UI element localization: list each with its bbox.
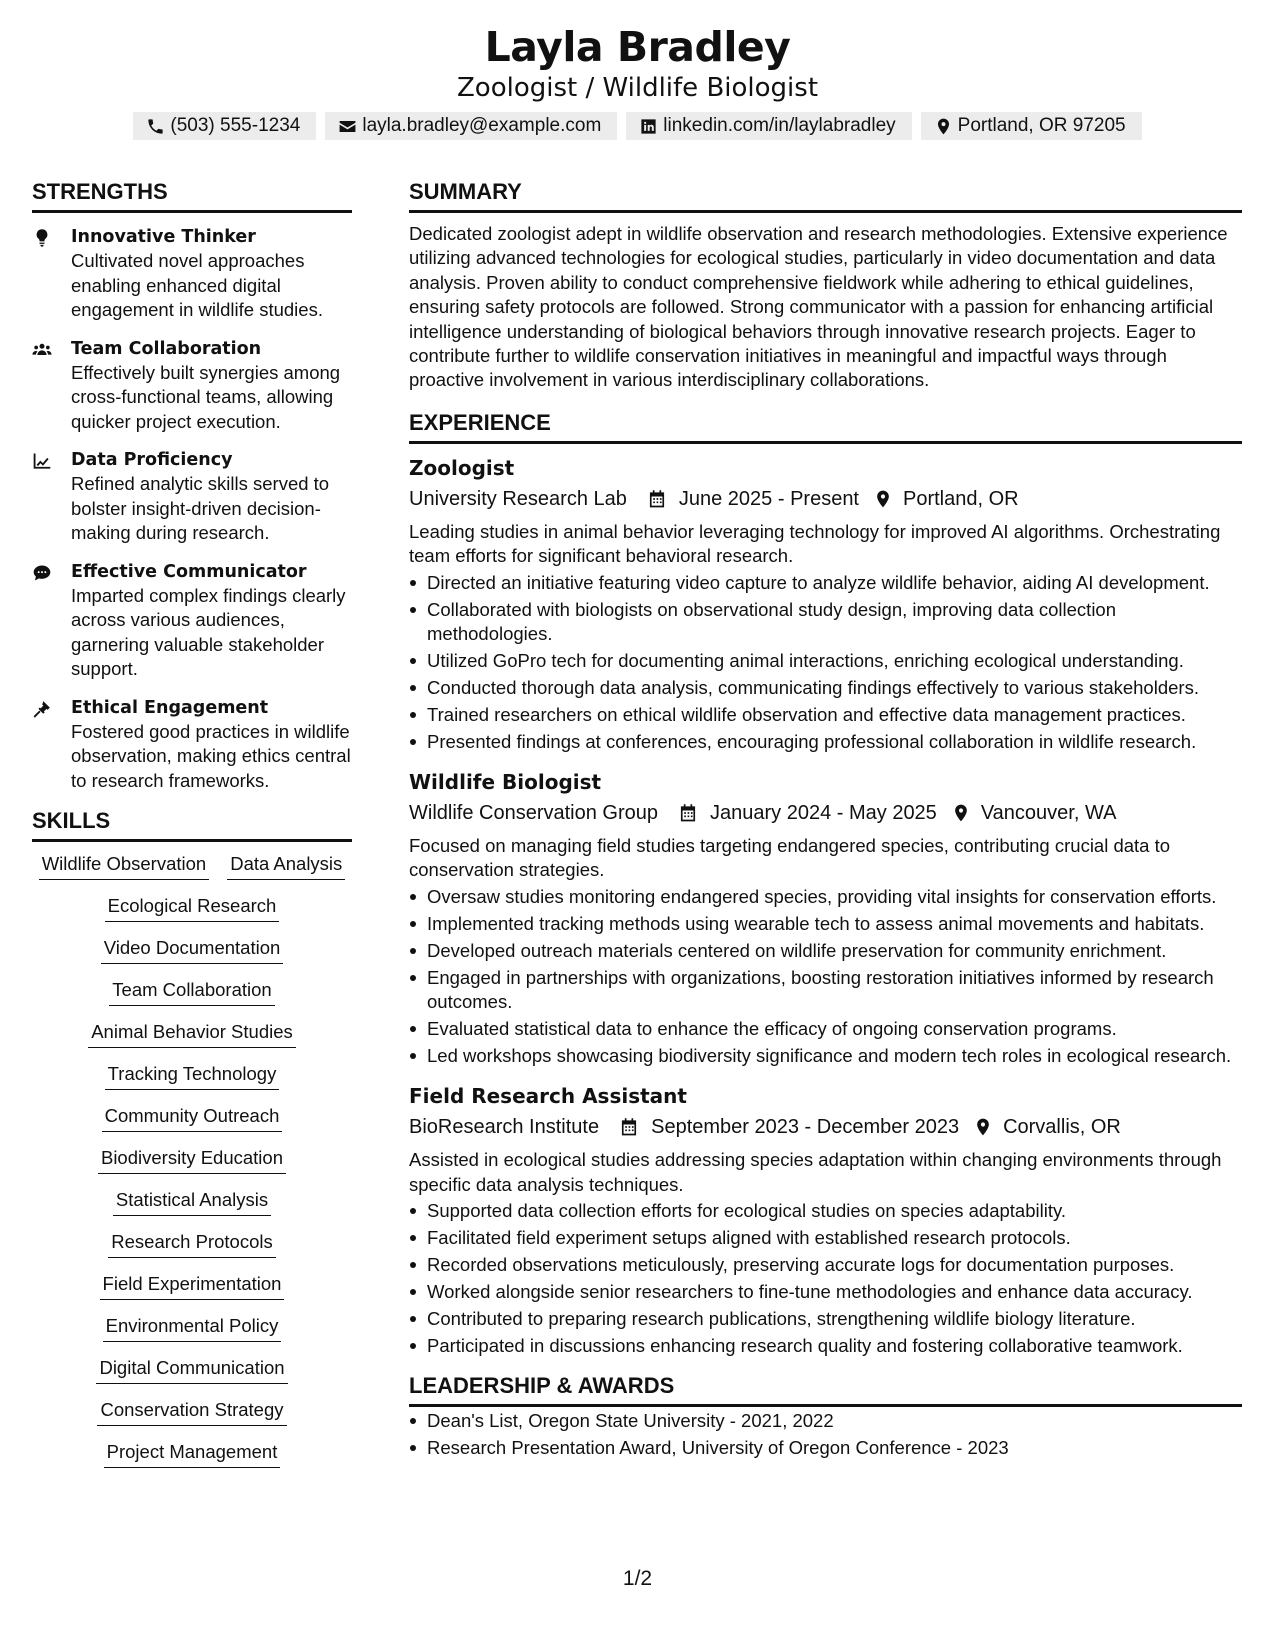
location-pin-icon — [934, 117, 953, 136]
job-company: BioResearch Institute — [409, 1116, 600, 1139]
list-item: Engaged in partnerships with organizations, boosting restoration initiatives informed by research outcomes. — [409, 966, 1242, 1015]
users-icon — [32, 340, 52, 360]
strength-description: Cultivated novel approaches enabling enhanced digital engagement in wildlife studies. — [71, 250, 323, 320]
job-bullets — [409, 885, 1242, 1068]
list-item: Participated in discussions enhancing research quality and fostering collaborative teamwork. — [409, 1334, 1242, 1358]
contact-location — [921, 112, 1142, 140]
skill-tag: Data Analysis — [227, 852, 345, 880]
job-company: University Research Lab — [409, 487, 627, 510]
experience-heading: EXPERIENCE — [409, 409, 1242, 444]
list-item: Oversaw studies monitoring endangered species, providing vital insights for conservation efforts. — [409, 885, 1242, 909]
contact-location-text: Portland, OR 97205 — [957, 115, 1126, 136]
skill-tag: Conservation Strategy — [97, 1398, 286, 1426]
strength-item — [32, 696, 352, 794]
skill-tag: Ecological Research — [105, 894, 280, 922]
strength-item — [32, 560, 352, 682]
strengths-list — [32, 225, 352, 793]
skill-tag: Field Experimentation — [100, 1272, 285, 1300]
envelope-icon — [338, 117, 357, 136]
strength-title: Innovative Thinker — [71, 227, 256, 247]
job-description: Leading studies in animal behavior leveraging technology for improved AI algorithms. Orchestrating team efforts for significant behavioral research. — [409, 520, 1221, 567]
list-item: Recorded observations meticulously, preserving accurate logs for documentation purposes. — [409, 1253, 1242, 1277]
contact-linkedin[interactable] — [626, 112, 911, 140]
skill-tag: Tracking Technology — [105, 1062, 280, 1090]
calendar-icon — [647, 489, 667, 509]
skill-tag: Environmental Policy — [103, 1314, 282, 1342]
strength-title: Team Collaboration — [71, 338, 262, 359]
list-item: Developed outreach materials centered on wildlife preservation for community enrichment. — [409, 939, 1242, 963]
leadership-heading: LEADERSHIP & AWARDS — [409, 1372, 1242, 1407]
skill-tag: Video Documentation — [101, 936, 284, 964]
location-pin-icon — [973, 1117, 993, 1137]
skill-tag: Community Outreach — [102, 1104, 283, 1132]
right-column — [409, 178, 1242, 1463]
skill-tag: Biodiversity Education — [98, 1146, 286, 1174]
resume-header — [0, 22, 1275, 140]
chart-line-icon — [32, 451, 52, 471]
left-column — [32, 178, 352, 1468]
job-meta — [409, 798, 1242, 828]
summary-heading: SUMMARY — [409, 178, 1242, 213]
skills-heading: SKILLS — [32, 807, 352, 842]
list-item: Presented findings at conferences, encouraging professional collaboration in wildlife research. — [409, 730, 1242, 754]
strength-description: Imparted complex findings clearly across various audiences, garnering valuable stakeholder support. — [71, 584, 346, 679]
job-description: Focused on managing field studies targeting endangered species, contributing crucial data to conservation strategies. — [409, 835, 1171, 881]
candidate-name: Layla Bradley — [484, 23, 791, 71]
page-number: 1/2 — [622, 1567, 653, 1590]
strength-title: Data Proficiency — [71, 450, 233, 470]
comment-icon — [32, 563, 52, 583]
leadership-list — [409, 1409, 1242, 1460]
skill-tag: Digital Communication — [96, 1356, 287, 1384]
candidate-title: Zoologist / Wildlife Biologist — [456, 73, 819, 103]
calendar-icon — [619, 1117, 639, 1137]
list-item: Facilitated field experiment setups aligned with established research protocols. — [409, 1226, 1242, 1250]
job-location: Vancouver, WA — [980, 802, 1117, 824]
strength-description: Refined analytic skills served to bolster insight-driven decision-making during research. — [71, 473, 330, 543]
strength-title: Ethical Engagement — [71, 697, 269, 718]
strength-title: Effective Communicator — [71, 561, 307, 582]
job-dates: September 2023 - December 2023 — [651, 1116, 960, 1139]
strength-item — [32, 225, 352, 323]
location-pin-icon — [951, 803, 971, 823]
location-pin-icon — [873, 489, 893, 509]
job-company: Wildlife Conservation Group — [409, 802, 658, 824]
skill-tag: Wildlife Observation — [39, 852, 210, 880]
list-item: Worked alongside senior researchers to fine-tune methodologies and enhance data accuracy. — [409, 1280, 1242, 1304]
skill-tag: Research Protocols — [108, 1230, 275, 1258]
list-item: Utilized GoPro tech for documenting animal interactions, enriching ecological understanding. — [409, 649, 1242, 673]
job-bullets — [409, 1199, 1242, 1358]
strength-description: Fostered good practices in wildlife observation, making ethics central to research frameworks. — [71, 720, 351, 791]
calendar-icon — [678, 803, 698, 823]
job-title: Wildlife Biologist — [409, 770, 602, 794]
strength-item — [32, 448, 352, 546]
job-location: Portland, OR — [903, 487, 1019, 510]
job-title: Zoologist — [409, 455, 515, 480]
list-item: Implemented tracking methods using wearable tech to assess animal movements and habitats. — [409, 912, 1242, 936]
list-item: Collaborated with biologists on observational study design, improving data collection methodologies. — [409, 598, 1242, 647]
job-description: Assisted in ecological studies addressing species adaptation within changing environments through specific data analysis techniques. — [409, 1149, 1222, 1195]
strengths-heading: STRENGTHS — [32, 178, 352, 213]
linkedin-icon — [639, 117, 658, 136]
contact-bar — [0, 112, 1275, 140]
job-dates: June 2025 - Present — [678, 487, 859, 510]
skill-tag: Team Collaboration — [109, 978, 274, 1006]
contact-email-text: layla.bradley@example.com — [362, 115, 602, 136]
job-dates: January 2024 - May 2025 — [710, 802, 937, 824]
job-entry — [409, 1082, 1242, 1358]
phone-icon — [146, 117, 165, 136]
list-item: Supported data collection efforts for ecological studies on species adaptability. — [409, 1199, 1242, 1223]
list-item: Conducted thorough data analysis, communicating findings effectively to various stakeholders. — [409, 676, 1242, 700]
list-item: Contributed to preparing research publications, strengthening wildlife biology literature. — [409, 1307, 1242, 1331]
contact-phone-text: (503) 555-1234 — [170, 115, 301, 136]
skills-list — [32, 852, 352, 1468]
strength-item — [32, 337, 352, 435]
summary-text: Dedicated zoologist adept in wildlife observation and research methodologies. Extensive experience utilizing advanced technologies for ecological studies, particularly in video documentation and data analysis. Proven ability to conduct comprehensive fieldwork while adhering to ethical guidelines, ensuring safety protocols are followed. Strong communicator with a passion for enhancing artificial intelligence understanding of biological behaviors through innovative research projects. Eager to contribute further to wildlife conservation initiatives in meaningful and impactful ways through proactive involvement in various interdisciplinary collaborations. — [409, 223, 1228, 391]
skill-tag: Project Management — [104, 1440, 281, 1468]
contact-phone[interactable] — [133, 112, 316, 140]
list-item: Directed an initiative featuring video capture to analyze wildlife behavior, aiding AI development. — [409, 571, 1242, 595]
gavel-icon — [32, 699, 52, 719]
skill-tag: Statistical Analysis — [113, 1188, 271, 1216]
list-item: Evaluated statistical data to enhance the efficacy of ongoing conservation programs. — [409, 1017, 1242, 1041]
list-item: Led workshops showcasing biodiversity significance and modern tech roles in ecological research. — [409, 1044, 1242, 1068]
job-title: Field Research Assistant — [409, 1084, 687, 1109]
job-location: Corvallis, OR — [1003, 1116, 1121, 1139]
job-bullets — [409, 571, 1242, 754]
lightbulb-icon — [32, 228, 52, 248]
list-item: Trained researchers on ethical wildlife observation and effective data management practices. — [409, 703, 1242, 727]
list-item: Dean's List, Oregon State University - 2021, 2022 — [409, 1409, 1242, 1433]
strength-description: Effectively built synergies among cross-functional teams, allowing quicker project execution. — [71, 361, 341, 432]
job-meta — [409, 484, 1242, 514]
job-meta — [409, 1112, 1242, 1142]
job-entry — [409, 768, 1242, 1068]
contact-linkedin-text: linkedin.com/in/laylabradley — [663, 115, 896, 136]
contact-email[interactable] — [325, 112, 617, 140]
job-entry — [409, 454, 1242, 754]
list-item: Research Presentation Award, University of Oregon Conference - 2023 — [409, 1436, 1242, 1460]
skill-tag: Animal Behavior Studies — [88, 1020, 296, 1048]
